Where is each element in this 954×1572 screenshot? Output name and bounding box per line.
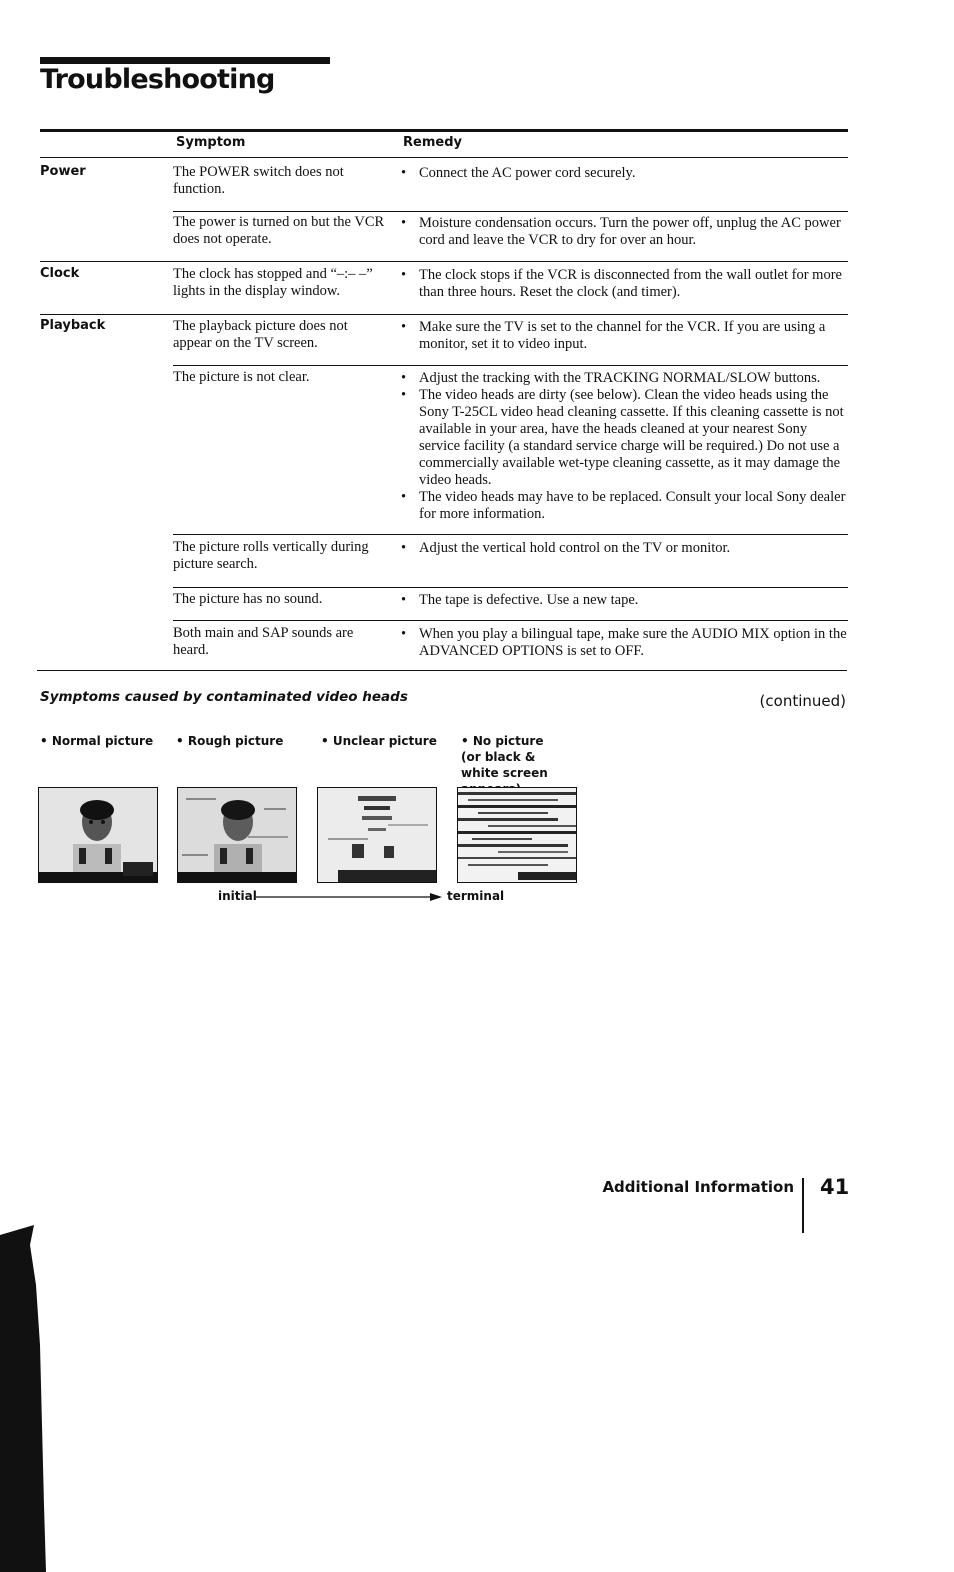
remedy-item: • The clock stops if the VCR is disconnected from the wall outlet for more than three hours. Reset the clock (and timer). (400, 267, 848, 301)
symptom-text: The picture rolls vertically during picture search. (173, 539, 369, 572)
symptom-text: The POWER switch does not function. (173, 164, 344, 197)
remedy-item: • Moisture condensation occurs. Turn the power off, unplug the AC power cord and leave the VCR to dry for over an hour. (400, 215, 848, 249)
remedy-item: • Make sure the TV is set to the channel for the VCR. If you are using a monitor, set it to video input. (400, 319, 848, 353)
symptom-text: The playback picture does not appear on the TV screen. (173, 318, 348, 351)
picture-label-rough: • Rough picture (176, 734, 284, 748)
no-picture-image (457, 787, 577, 883)
scale-start-label: initial (218, 889, 257, 903)
remedy-item: • Connect the AC power cord securely. (400, 165, 848, 182)
category-label: Playback (40, 318, 106, 333)
row-separator (173, 620, 848, 621)
page-title: Troubleshooting (40, 64, 275, 95)
remedy-item: • The tape is defective. Use a new tape. (400, 592, 848, 609)
row-separator (40, 261, 848, 262)
remedy-list (400, 165, 848, 182)
category-label: Clock (40, 266, 80, 281)
remedy-list (400, 370, 848, 523)
symptom-column-header: Symptom (176, 135, 246, 150)
unclear-picture-image (317, 787, 437, 883)
picture-label-normal: • Normal picture (40, 734, 154, 748)
symptom-text: The picture is not clear. (173, 369, 310, 385)
symptom-text: The picture has no sound. (173, 591, 323, 607)
symptom-text: Both main and SAP sounds are heard. (173, 625, 354, 658)
contamination-heading: Symptoms caused by contaminated video heads (40, 689, 408, 705)
remedy-item: • When you play a bilingual tape, make sure the AUDIO MIX option in the ADVANCED OPTIONS is set to OFF. (400, 626, 848, 660)
scan-edge-shadow (0, 1225, 48, 1572)
remedy-list (400, 319, 848, 353)
picture-label-unclear: • Unclear picture (321, 734, 437, 748)
symptom-text: The clock has stopped and “–:– –” lights in the display window. (173, 266, 373, 299)
symptom-text: The power is turned on but the VCR does not operate. (173, 214, 385, 247)
scale-arrow (256, 891, 442, 903)
row-separator (40, 314, 848, 315)
normal-picture-image (38, 787, 158, 883)
row-separator (173, 211, 848, 212)
continued-note: (continued) (759, 692, 846, 710)
footer-section-name: Additional Information (602, 1178, 794, 1196)
row-separator (173, 365, 848, 366)
remedy-list (400, 626, 848, 660)
category-label: Power (40, 164, 86, 179)
remedy-list (400, 267, 848, 301)
picture-label-no-picture: • No picture (or black & white screen (461, 734, 548, 780)
remedy-item: • The video heads are dirty (see below). Clean the video heads using the Sony T-25CL video head cleaning cassette. If this cleaning cassette is not available in your area, have the heads cleaned at your nearest Sony service facility (a standard service charge will be required.) Do not use a commercially available wet-type cleaning cassette, as it may damage the video heads. (400, 387, 848, 489)
remedy-column-header: Remedy (403, 135, 462, 150)
rough-picture-image (177, 787, 297, 883)
row-separator (173, 534, 848, 535)
page-number: 41 (820, 1175, 850, 1199)
table-bottom-rule (37, 670, 847, 671)
footer-rule (802, 1178, 804, 1233)
remedy-item: • Adjust the vertical hold control on the TV or monitor. (400, 540, 848, 557)
scale-end-label: terminal (447, 889, 505, 903)
remedy-item: • Adjust the tracking with the TRACKING NORMAL/SLOW buttons. (400, 370, 848, 387)
remedy-list (400, 592, 848, 609)
remedy-list (400, 540, 848, 557)
remedy-list (400, 215, 848, 249)
remedy-item: • The video heads may have to be replaced. Consult your local Sony dealer for more information. (400, 489, 848, 523)
row-separator (173, 587, 848, 588)
